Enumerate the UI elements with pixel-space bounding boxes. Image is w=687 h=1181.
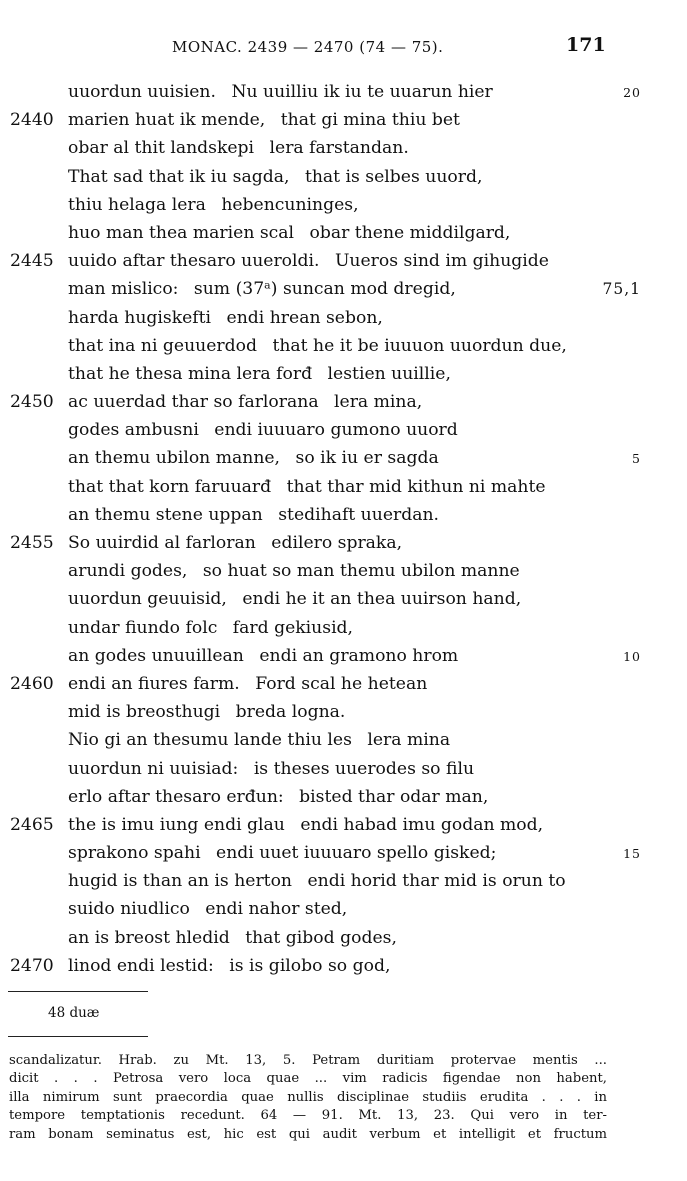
commentary-line: ram bonam seminatus est, hic est qui audit verbum et intelligit et fructum	[9, 1126, 607, 1142]
verse-half-line-a	[68, 561, 520, 581]
verse-line	[0, 702, 687, 730]
verse-half-line-b: bisted thar odar man,	[299, 786, 489, 807]
verse-half-line-a	[68, 336, 567, 356]
verse-half-line-b: endi nahor sted,	[205, 899, 348, 920]
verse-half-line-a	[68, 505, 439, 525]
verse-a-text: suido niudlico	[68, 899, 190, 920]
verse-half-line-b: is theses uuerodes so filu	[253, 758, 475, 779]
verse-line	[0, 336, 687, 364]
verse-half-line-a	[68, 223, 510, 243]
verse-half-line-b: sum (37ᵃ) suncan mod dregid,	[193, 279, 456, 300]
verse-half-line-b: stedihaft uuerdan.	[278, 504, 439, 525]
commentary-notes	[9, 1052, 607, 1144]
verse-line	[0, 279, 687, 307]
commentary-divider	[8, 1036, 148, 1037]
verse-line	[0, 956, 687, 984]
commentary-line: illa nimirum sunt praecordia quae nullis disciplinae studiis erudita . . . in	[9, 1089, 607, 1105]
verse-line	[0, 674, 687, 702]
verse-half-line-a	[68, 308, 383, 328]
verse-half-line-b: Nu uuilliu ik iu te uuarun hier	[231, 82, 493, 102]
verse-line	[0, 533, 687, 561]
verse-a-text: sprakono spahi	[68, 843, 201, 864]
verse-half-line-b: obar thene middilgard,	[309, 222, 511, 243]
verse-half-line-a	[68, 674, 427, 694]
verse-a-text: huo man thea marien scal	[68, 222, 295, 243]
verse-line	[0, 138, 687, 166]
verse-half-line-b: breda logna.	[235, 702, 346, 723]
verse-half-line-b: Uueros sind im gihugide	[334, 251, 549, 272]
verse-half-line-b: lera mina,	[334, 392, 423, 413]
verse-line	[0, 871, 687, 899]
verse-half-line-b: so ik iu er sagda	[295, 448, 439, 469]
verse-half-line-b: fard gekiusid,	[232, 617, 354, 638]
verse-line	[0, 899, 687, 927]
verse-half-line-a	[68, 759, 474, 779]
verse-line	[0, 251, 687, 279]
verse-a-text: uuordun uuisien.	[68, 82, 216, 102]
verse-half-line-a	[68, 871, 566, 891]
verse-line	[0, 589, 687, 617]
verse-a-text: Nio gi an thesumu lande thiu les	[68, 730, 352, 751]
verse-a-text: an themu ubilon manne,	[68, 448, 281, 469]
verse-half-line-b: that is selbes uuord,	[304, 166, 483, 187]
verse-half-line-a	[68, 956, 390, 976]
verse-a-text: hugid is than an is herton	[68, 871, 292, 892]
verse-a-text: that that korn faruuarđ	[68, 476, 272, 497]
verse-half-line-b: endi he it an thea uuirson hand,	[242, 589, 522, 610]
verse-half-line-a	[68, 82, 493, 102]
verse-half-line-b: is is gilobo so god,	[229, 955, 391, 976]
verse-a-text: that ina ni geuuerdod	[68, 335, 257, 356]
line-number: 2450	[10, 392, 54, 413]
verse-a-text: uuordun ni uuisiad:	[68, 758, 239, 779]
verse-half-line-b: lera farstandan.	[269, 138, 409, 159]
verse-text	[0, 82, 687, 984]
verse-half-line-b: endi hrean sebon,	[226, 307, 383, 328]
verse-half-line-a	[68, 251, 549, 271]
verse-line	[0, 505, 687, 533]
verse-a-text: harda hugiskefti	[68, 307, 212, 328]
verse-half-line-a	[68, 843, 496, 863]
margin-number: 15	[623, 846, 641, 862]
verse-half-line-a	[68, 815, 543, 835]
verse-a-text: uuido aftar thesaro uueroldi.	[68, 251, 320, 272]
commentary-line: scandalizatur. Hrab. zu Mt. 13, 5. Petram duritiam protervae mentis ...	[9, 1053, 607, 1068]
verse-line	[0, 364, 687, 392]
verse-half-line-b: that thar mid kithun ni mahte	[286, 476, 546, 497]
verse-a-text: arundi godes,	[68, 561, 188, 582]
verse-line	[0, 110, 687, 138]
margin-number: 20	[623, 85, 641, 100]
verse-half-line-a	[68, 702, 345, 722]
verse-line	[0, 815, 687, 843]
verse-a-text: an godes unuuillean	[68, 645, 244, 666]
verse-half-line-a	[68, 899, 347, 919]
verse-half-line-a	[68, 477, 546, 497]
page-number: 171	[566, 34, 606, 56]
verse-half-line-b: endi iuuuaro gumono uuord	[214, 420, 458, 441]
verse-half-line-a	[68, 928, 397, 948]
verse-half-line-a	[68, 364, 451, 384]
verse-a-text: mid is breosthugi	[68, 702, 221, 723]
verse-a-text: endi an fiures farm.	[68, 673, 240, 694]
verse-a-text: that he thesa mina lera forđ	[68, 363, 313, 384]
verse-half-line-a	[68, 533, 402, 553]
running-head: MONAC. 2439 — 2470 (74 — 75).	[172, 38, 444, 56]
verse-half-line-a	[68, 279, 456, 299]
verse-line	[0, 928, 687, 956]
commentary-line: dicit . . . Petrosa vero loca quae ... vim radicis figendae non habent,	[9, 1071, 607, 1087]
verse-a-text: That sad that ik iu sagda,	[68, 166, 290, 187]
verse-half-line-b: endi horid thar mid is orun to	[307, 871, 566, 892]
verse-half-line-b: that he it be iuuuon uuordun due,	[272, 335, 567, 356]
line-number: 2455	[10, 533, 54, 553]
verse-line	[0, 561, 687, 589]
verse-line	[0, 223, 687, 251]
verse-a-text: obar al thit landskepi	[68, 138, 255, 159]
verse-half-line-b: so huat so man themu ubilon manne	[202, 561, 520, 582]
verse-half-line-a	[68, 618, 353, 638]
verse-half-line-b: endi habad imu godan mod,	[300, 814, 544, 835]
verse-line	[0, 730, 687, 758]
verse-a-text: So uuirdid al farloran	[68, 533, 256, 553]
verse-a-text: uuordun geuuisid,	[68, 589, 227, 610]
verse-line	[0, 420, 687, 448]
verse-line	[0, 82, 687, 110]
footnote-divider	[8, 991, 148, 992]
verse-line	[0, 646, 687, 674]
verse-line	[0, 308, 687, 336]
verse-half-line-b: lera mina	[367, 730, 451, 751]
verse-half-line-b: endi uuet iuuuaro spello gisked;	[216, 843, 497, 864]
commentary-line: tempore temptationis recedunt. 64 — 91. Mt. 13, 23. Qui vero in ter-	[9, 1108, 607, 1124]
verse-half-line-b: edilero spraka,	[271, 533, 403, 553]
verse-half-line-a	[68, 110, 460, 130]
verse-a-text: the is imu iung endi glau	[68, 814, 285, 835]
verse-half-line-a	[68, 392, 422, 412]
verse-a-text: undar fiundo folc	[68, 617, 218, 638]
margin-number: 10	[623, 648, 641, 664]
line-number: 2440	[10, 110, 54, 131]
margin-number: 75,1	[602, 280, 641, 299]
verse-half-line-a	[68, 589, 521, 609]
verse-a-text: ac uuerdad thar so farlorana	[68, 392, 319, 413]
verse-half-line-a	[68, 448, 439, 468]
verse-a-text: godes ambusni	[68, 420, 199, 441]
verse-half-line-b: Ford scal he hetean	[255, 673, 428, 694]
verse-a-text: linod endi lestid:	[68, 955, 214, 976]
verse-half-line-a	[68, 167, 482, 187]
verse-a-text: an is breost hledid	[68, 927, 230, 948]
verse-a-text: man mislico:	[68, 279, 179, 300]
verse-half-line-a	[68, 195, 359, 215]
verse-line	[0, 448, 687, 476]
verse-half-line-a	[68, 787, 488, 807]
verse-line	[0, 843, 687, 871]
line-number: 2465	[10, 814, 54, 835]
verse-a-text: marien huat ik mende,	[68, 110, 266, 131]
verse-half-line-a	[68, 420, 458, 440]
verse-half-line-a	[68, 646, 458, 666]
verse-line	[0, 167, 687, 195]
line-number: 2460	[10, 673, 54, 694]
verse-line	[0, 195, 687, 223]
verse-line	[0, 787, 687, 815]
verse-line	[0, 392, 687, 420]
verse-half-line-a	[68, 138, 409, 158]
verse-a-text: erlo aftar thesaro erđun:	[68, 786, 284, 807]
verse-a-text: thiu helaga lera	[68, 194, 206, 215]
verse-half-line-b: lestien uuillie,	[327, 363, 451, 384]
verse-half-line-b: that gibod godes,	[245, 927, 397, 948]
page-header	[0, 34, 687, 64]
verse-line	[0, 477, 687, 505]
line-number: 2445	[10, 251, 54, 272]
verse-half-line-b: that gi mina thiu bet	[280, 110, 460, 131]
verse-half-line-a	[68, 730, 450, 750]
verse-a-text: an themu stene uppan	[68, 504, 263, 525]
verse-line	[0, 759, 687, 787]
line-number: 2470	[10, 955, 54, 976]
verse-line	[0, 618, 687, 646]
verse-half-line-b: hebencuninges,	[221, 194, 359, 215]
verse-half-line-b: endi an gramono hrom	[259, 645, 459, 666]
critical-apparatus: 48 duæ	[48, 1005, 100, 1021]
margin-number: 5	[632, 451, 641, 467]
